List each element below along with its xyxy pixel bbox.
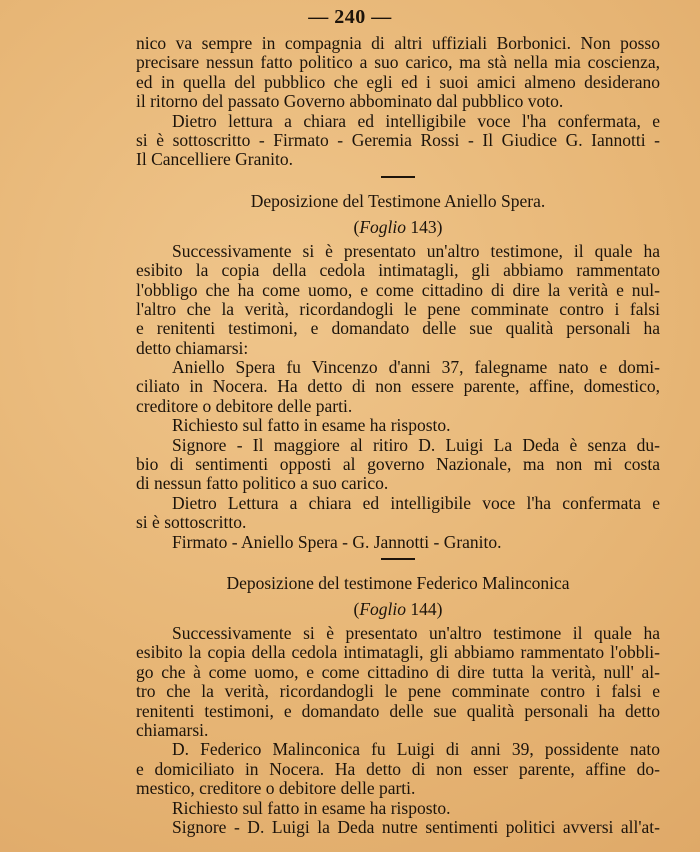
- text-line: renitenti testimoni, e domandato delle sue qualità personali ha detto: [136, 700, 660, 721]
- text-line: Richiesto sul fatto in esame ha risposto.: [172, 797, 451, 818]
- text-line: precisare nessun fatto politico a suo carico, ma stà nella mia coscienza,: [136, 52, 660, 73]
- text-line: detto chiamarsi:: [136, 337, 249, 358]
- page-body: [136, 34, 660, 837]
- text-line: go che à come uomo, e come cittadino di dire tutta la verità, null' al-: [136, 661, 660, 682]
- text-line: chiamarsi.: [136, 719, 209, 740]
- text-line: di nessun fatto politico a suo carico.: [136, 473, 389, 494]
- section-divider: [381, 176, 415, 178]
- text-line: l'altro che la verità, ricordandogli le pene comminate contro i falsi: [136, 298, 660, 319]
- folio-number: 143): [410, 216, 443, 237]
- folio-number: 144): [410, 598, 443, 619]
- section-divider: [381, 558, 415, 560]
- folio-word: Foglio: [359, 216, 407, 237]
- folio-word: Foglio: [359, 598, 407, 619]
- text-line: Successivamente si è presentato un'altro testimone, il quale ha: [172, 240, 660, 261]
- text-line: Firmato - Aniello Spera - G. Jannotti - Granito.: [172, 531, 502, 552]
- text-line: Signore - D. Luigi la Deda nutre sentimenti politici avversi all'at-: [172, 816, 660, 837]
- text-line: Aniello Spera fu Vincenzo d'anni 37, falegname nato e domi-: [172, 357, 660, 378]
- text-line: si è sottoscritto - Firmato - Geremia Rossi - Il Giudice G. Iannotti -: [136, 129, 660, 150]
- page-number: — 240 —: [308, 6, 392, 28]
- text-line: e domiciliato in Nocera. Ha detto di non esser parente, affine do-: [136, 758, 660, 779]
- text-line: bio di sentimenti opposti al governo Nazionale, ma non mi costa: [136, 454, 660, 475]
- folio-reference: [136, 216, 660, 238]
- text-line: Dietro lettura a chiara ed intelligibile voce l'ha confermata, e: [172, 110, 660, 131]
- text-line: e renitenti testimoni, e domandato delle sue qualità personali ha: [136, 318, 660, 339]
- section-title: Deposizione del Testimone Aniello Spera.: [250, 190, 546, 211]
- text-line: l'obbligo che ha come uomo, e come cittadino di dire la verità e nul-: [136, 279, 660, 300]
- folio-reference: [136, 598, 660, 620]
- section-title: Deposizione del testimone Federico Malinconica: [226, 572, 570, 593]
- text-line: Dietro Lettura a chiara ed intelligibile voce l'ha confermata e: [172, 492, 660, 513]
- text-line: ciliato in Nocera. Ha detto di non essere parente, affine, domestico,: [136, 376, 660, 397]
- text-line: mestico, creditore o debitore delle parti.: [136, 778, 416, 799]
- text-line: Successivamente si è presentato un'altro testimone il quale ha: [172, 622, 660, 643]
- folio-open: (: [353, 216, 360, 237]
- folio-open: (: [353, 598, 360, 619]
- text-line: esibito la copia della cedola intimatagli, gli abbiamo rammentato: [136, 260, 660, 281]
- text-line: Richiesto sul fatto in esame ha risposto.: [172, 415, 451, 436]
- text-line: il ritorno del passato Governo abbominato dal pubblico voto.: [136, 91, 564, 112]
- text-line: esibito la copia della cedola intimatagli, gli abbiamo rammentato l'obbli-: [136, 642, 660, 663]
- text-line: creditore o debitore delle parti.: [136, 395, 353, 416]
- text-line: si è sottoscritto.: [136, 512, 247, 533]
- text-line: ed in quella del pubblico che egli ed i suoi amici almeno desiderano: [136, 71, 660, 92]
- text-line: tro che la verità, ricordandogli le pene comminate contro i falsi e: [136, 681, 660, 702]
- deposition-federico-malinconica: [136, 572, 660, 837]
- deposition-aniello-spera: [136, 190, 660, 552]
- deposition-continuation: [136, 34, 660, 170]
- text-line: nico va sempre in compagnia di altri uffiziali Borbonici. Non posso: [136, 33, 660, 53]
- text-line: Signore - Il maggiore al ritiro D. Luigi La Deda è senza du-: [172, 434, 660, 455]
- text-line: Il Cancelliere Granito.: [136, 149, 293, 170]
- text-line: D. Federico Malinconica fu Luigi di anni 39, possidente nato: [172, 739, 660, 760]
